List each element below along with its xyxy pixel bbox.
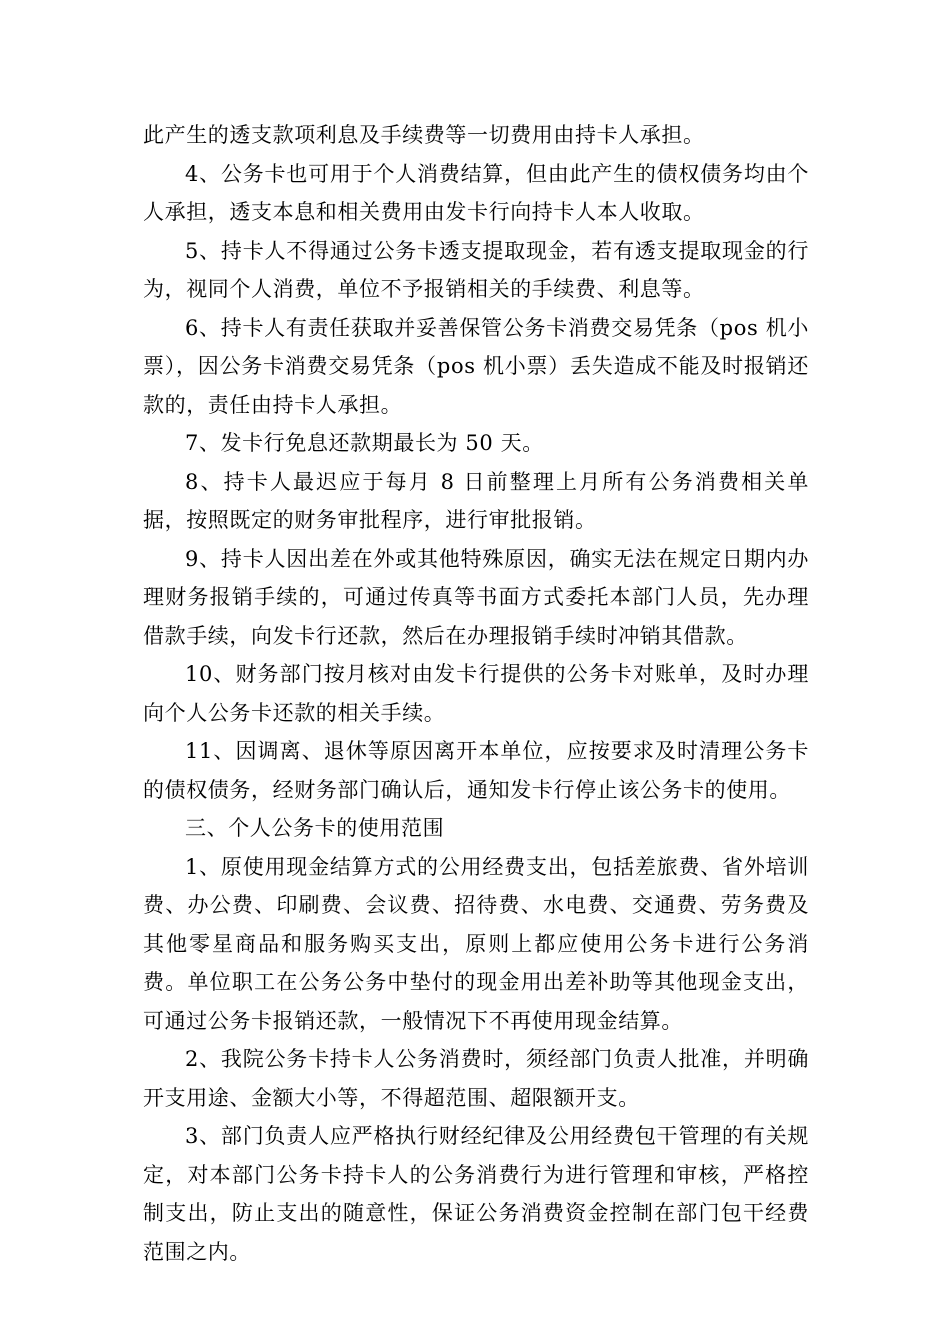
paragraph-item-7: 7、发卡行免息还款期最长为 50 天。 — [185, 431, 544, 455]
paragraph-item-6: 6、持卡人有责任获取并妥善保管公务卡消费交易凭条（pos 机小票），因公务卡消费交易凭条（pos 机小票）丢失造成不能及时报销还款的，责任由持卡人承担。 — [143, 315, 809, 417]
paragraph-item-11: 11、因调离、退休等原因离开本单位，应按要求及时清理公务卡的债权债务，经财务部门确认后，通知发卡行停止该公务卡的使用。 — [143, 739, 809, 802]
section-heading-3: 三、个人公务卡的使用范围 — [185, 816, 445, 840]
paragraph-item-8: 8、持卡人最迟应于每月 8 日前整理上月所有公务消费相关单据，按照既定的财务审批程序，进行审批报销。 — [143, 469, 809, 532]
document-body — [143, 116, 809, 1271]
paragraph-continuation: 此产生的透支款项利息及手续费等一切费用由持卡人承担。 — [143, 123, 705, 147]
paragraph-item-4: 4、公务卡也可用于个人消费结算，但由此产生的债权债务均由个人承担，透支本息和相关费用由发卡行向持卡人本人收取。 — [143, 161, 809, 224]
paragraph-item-5: 5、持卡人不得通过公务卡透支提取现金，若有透支提取现金的行为，视同个人消费，单位不予报销相关的手续费、利息等。 — [143, 238, 809, 301]
paragraph-scope-3: 3、部门负责人应严格执行财经纪律及公用经费包干管理的有关规定，对本部门公务卡持卡人的公务消费行为进行管理和审核，严格控制支出，防止支出的随意性，保证公务消费资金控制在部门包干经费范围之内。 — [143, 1124, 809, 1264]
paragraph-scope-2: 2、我院公务卡持卡人公务消费时，须经部门负责人批准，并明确开支用途、金额大小等，不得超范围、超限额开支。 — [143, 1047, 809, 1110]
paragraph-scope-1: 1、原使用现金结算方式的公用经费支出，包括差旅费、省外培训费、办公费、印刷费、会议费、招待费、水电费、交通费、劳务费及其他零星商品和服务购买支出，原则上都应使用公务卡进行公务消费。单位职工在公务公务中垫付的现金用出差补助等其他现金支出，可通过公务卡报销还款，一般情况下不再使用现金结算。 — [143, 854, 809, 1033]
paragraph-item-9: 9、持卡人因出差在外或其他特殊原因，确实无法在规定日期内办理财务报销手续的，可通过传真等书面方式委托本部门人员，先办理借款手续，向发卡行还款，然后在办理报销手续时冲销其借款。 — [143, 546, 809, 648]
paragraph-item-10: 10、财务部门按月核对由发卡行提供的公务卡对账单，及时办理向个人公务卡还款的相关手续。 — [143, 662, 809, 725]
